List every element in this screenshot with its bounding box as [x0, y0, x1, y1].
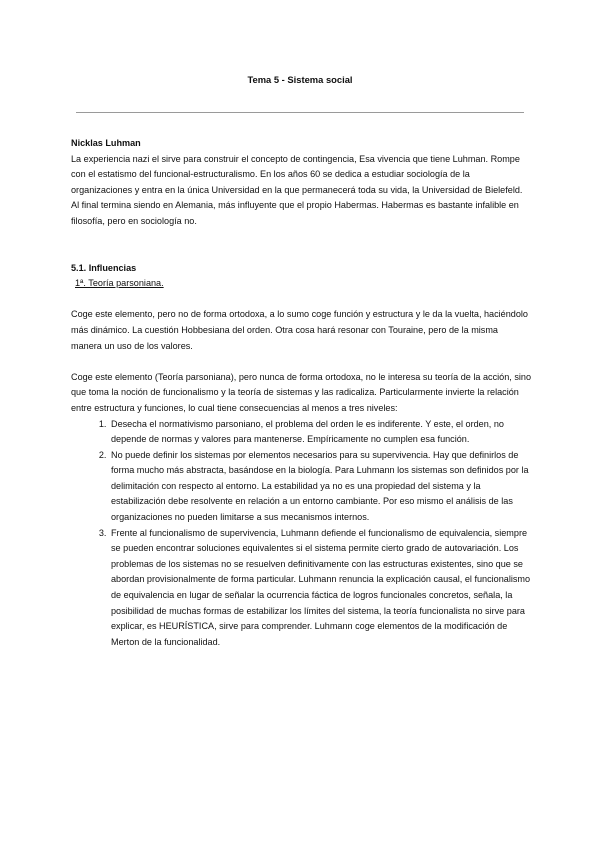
- list-item: 3. Frente al funcionalismo de supervivencia, Luhmann defiende el funcionalismo de equivalencia, siempre se pueden encontrar soluciones equivalentes si el sistema permite cierto grado de autovariación. Los problemas de los sistemas no se resuelven definitivamente con las estructuras existentes, sino que se abordan provisionalmente de forma particular. Luhmann renuncia la explicación causal, el funcionalismo de equivalencia en lugar de señalar la ocurrencia fáctica de logros funcionales concretos, señala, la posibilidad de muchas formas de estabilizar los límites del sistema, la teoría funcionalista no sirve para explicar, es HEURÍSTICA, sirve para comprender. Luhmann coge elementos de la modificación de Merton de la funcionalidad.: [109, 526, 531, 651]
- document-body: [71, 136, 531, 650]
- spacer: [71, 354, 531, 370]
- subsection-heading: [71, 276, 531, 292]
- section-heading: 5.1. Influencias: [71, 262, 137, 273]
- paragraph-2: Coge este elemento (Teoría parsoniana), pero nunca de forma ortodoxa, no le interesa su teoría de la acción, sino que toma la noción de funcionalismo y la teoría de sistemas y las radicaliza. Particularmente invierte la relación entre estructura y funciones, lo cual tiene consecuencias al menos a tres niveles:: [71, 371, 532, 413]
- subsection-heading-text: 1ª. Teoría parsoniana.: [75, 278, 164, 289]
- spacer: [71, 292, 531, 308]
- numbered-list: [71, 417, 531, 651]
- spacer: [71, 230, 531, 261]
- title-divider: [76, 112, 524, 113]
- list-item: 1. Desecha el normativismo parsoniano, el problema del orden le es indiferente. Y este, el orden, no depende de normas y valores para mantenerse. Empíricamente no cumplen esa función.: [109, 417, 531, 448]
- author-heading: Nicklas Luhman: [71, 138, 141, 148]
- document-title: Tema 5 - Sistema social: [247, 74, 353, 85]
- paragraph-1: Coge este elemento, pero no de forma ortodoxa, a lo sumo coge función y estructura y le da la vuelta, haciéndolo más dinámico. La cuestión Hobbesiana del orden. Otra cosa hará resonar con Touraine, pero de la misma manera un uso de los valores.: [71, 309, 528, 351]
- intro-paragraph: La experiencia nazi el sirve para construir el concepto de contingencia, Esa vivencia que tiene Luhman. Rompe con el estatismo del funcional-estructuralismo. En los años 60 se dedica a estudiar sociología de la organizaciones y entra en la única Universidad en la que permanecerá toda su vida, la Universidad de Bielefeld. Al final termina siendo en Alemania, más influyente que el propio Habermas. Habermas es bastante infalible en filosofía, pero en sociología no.: [71, 153, 523, 226]
- list-item: 2. No puede definir los sistemas por elementos necesarios para su supervivencia. Hay que definirlos de forma mucho más abstracta, basándose en la biología. Para Luhmann los sistemas son definidos por la delimitación con respecto al entorno. La estabilidad ya no es una propiedad del sistema y la estabilización debe resolvente en relación a un entorno cambiante. Por eso mismo el análisis de las organizaciones no pueden limitarse a sus mecanismos internos.: [109, 448, 531, 526]
